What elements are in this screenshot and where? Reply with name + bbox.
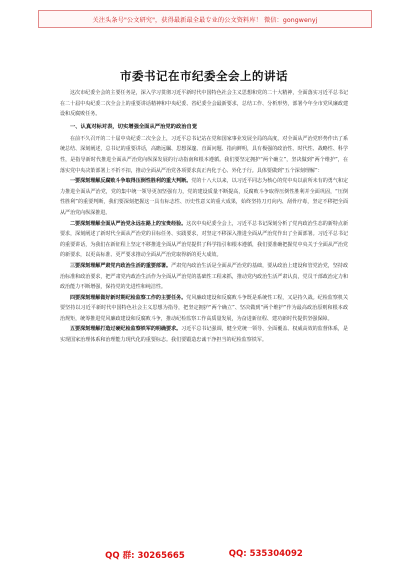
document-body [60,88,348,346]
paragraph-text: 严肃党内政治生活是全面从严治党的基础，要从政治上建设和管党治党，坚持政治标准和政治要求，把严肃党内政治生活作为全面从严治党的基础性工程来抓，推动党内政治生活严肃认真，党员干部政治定力和政治能力不断增强，保持党的先进性和纯洁性。 [60,262,348,291]
body-paragraph: 在前不久召开的二十届中央纪委二次全会上，习近平总书记站在党和国家事业发展全局的高度，对全面从严治党形势作出了系统总结、深刻阐述，总书记的重要讲话，高瞻远瞩、思想深邃、直面问题、指向鲜明，具有极强的政治性、时代性、战略性、科学性，是指导新时代推进全面从严治党向纵深发展的行动指南和根本遵循。我们要坚定拥护“两个确立”，坚决做到“两个维护”，在落实党中央决策部署上不折不扣，推动全面从严治党各项要求真正内化于心、外化于行。具体要做到“五个深刻理解”： [60,135,348,174]
paragraph-lead: 四要深刻理解做好新时期纪检监察工作的主要任务。 [70,294,187,301]
body-paragraph [60,324,348,345]
qq-group: QQ 群: 30265665 [105,551,185,561]
paragraph-text: 习近平总书记强调，健全党统一领导、全面覆盖、权威高效的监督体系，是实现国家治理体系和治理能力现代化的重要标志。我们要锻造忠诚干净担当的纪检监察铁军。 [60,326,348,344]
body-paragraph [60,261,348,293]
paragraph-lead: 三要深刻理解严肃党内政治生活的重要部署。 [70,262,172,269]
footer-contact [0,549,408,561]
body-paragraph [60,176,348,218]
paragraph-text: 党的十八大以来，以习近平同志为核心的党中央以前所未有的勇气和定力推进全面从严治党，党的集中统一领导更加坚强有力，党的建设质量不断提高，反腐败斗争取得压倒性胜利并全面巩固，“压倒性胜利”的重要判断，我们要深刻把握这一具有标志性、历史性意义的重大成果，始终坚持刀刃向内、刮骨疗毒，坚定不移把全面从严治党向纵深推进。 [60,178,348,216]
paragraph-text: 这次中央纪委全会上，习近平总书记深刻分析了党内政治生态的新特点新要求，深刻阐述了新时代全面从严治党的目标任务、实践要求，对坚定不移深入推进全面从严治党作出了全面部署。习近平总书记的重要讲话，为我们在新征程上坚定不移推进全面从严治党提供了科学指引和根本遵循，我们要准确把握党中央关于全面从严治党的新要求，以更高标准、更严要求推动全面从严治党取得新的更大成效。 [60,220,349,259]
body-paragraph: 这次市纪委全会的主要任务是，深入学习贯彻习近平新时代中国特色社会主义思想和党的二十大精神，全面落实习近平总书记在二十届中央纪委二次全会上的重要讲话精神和中央纪委、省纪委全会最新要求，总结工作、分析形势，部署今年全市党风廉政建设和反腐败任务。 [60,90,348,118]
paragraph-lead: 五要深刻理解打造过硬纪检监察铁军的明确要求。 [70,326,182,333]
paragraph-text: 党风廉政建设和反腐败斗争既是系统性工程，又是持久战。纪检监察机关要坚持以习近平新时代中国特色社会主义思想为指导，把坚定拥护“两个确立”、坚决做到“两个维护”作为最高政治原则和根本政治规矩，统筹推进党风廉政建设和反腐败斗争，推动纪检监察工作高质量发展，为奋进新征程、建功新时代提供坚强保障。 [60,294,349,322]
section-heading: 一、认真对标对表，切实增强全面从严治党的政治自觉 [70,123,198,130]
body-paragraph [60,219,348,261]
page-title: 市委书记在市纪委全会上的讲话 [120,69,288,83]
body-paragraph [60,293,348,325]
paragraph-lead: 二要深刻理解全面从严治党永远在路上的宝贵经验。 [70,220,187,227]
qq-number: QQ: 535304092 [228,549,303,559]
paragraph-lead: 一要深刻理解反腐败斗争取得压倒性胜利的重大判断。 [70,178,192,185]
promo-banner: 关注头条号"公文研究"，获得最新最全最专业的公文资料库！ 微信：gongwenyj [38,10,372,28]
